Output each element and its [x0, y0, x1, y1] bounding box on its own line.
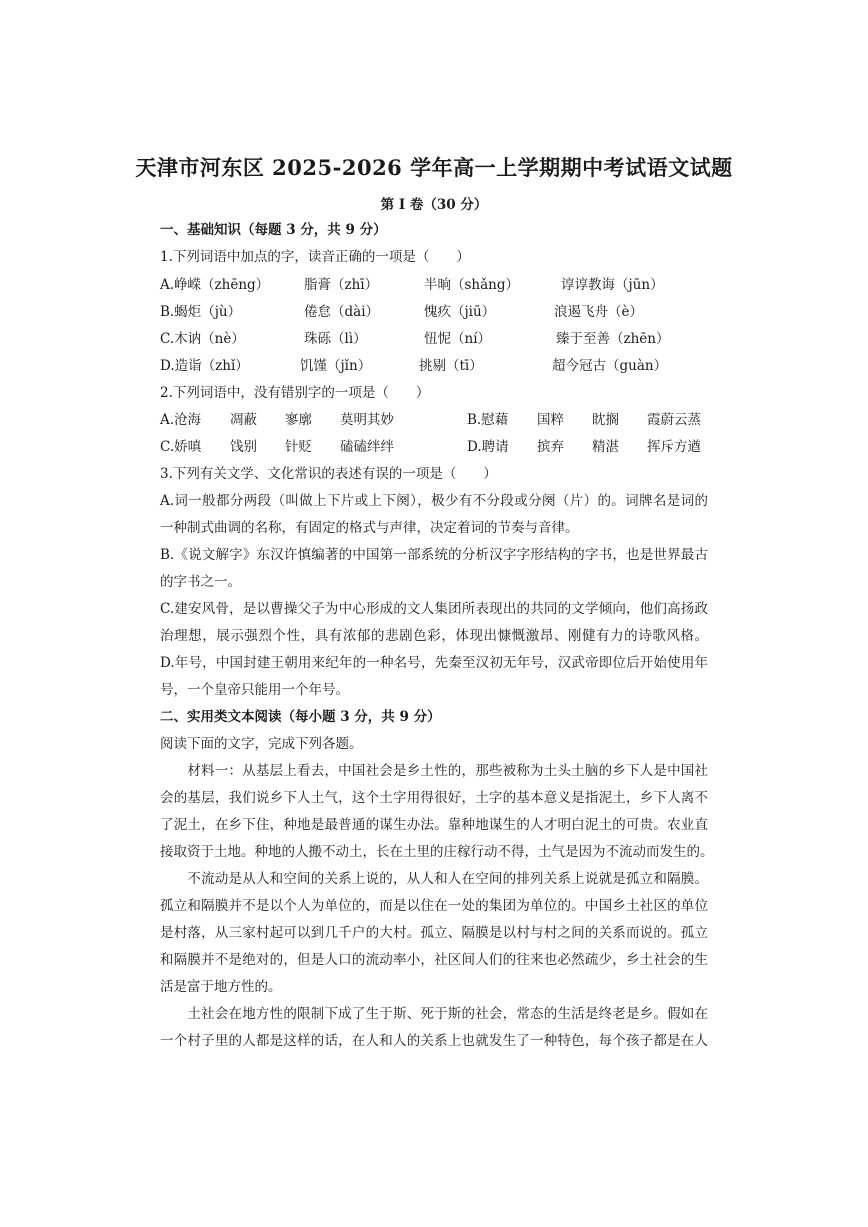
q2-a-1: A.沧海	[160, 412, 202, 428]
q1-d-4: 超今冠古（guàn）	[552, 358, 668, 374]
q1-a-3: 半晌（shǎng）	[424, 277, 520, 293]
q2-d-2: 摈弃	[537, 439, 564, 455]
q2-c-4: 磕磕绊绊	[340, 439, 394, 455]
q2-a-2: 凋蔽	[230, 412, 257, 428]
q3-line: 一种制式曲调的名称，有固定的格式与声律，决定着词的节奏与音律。	[160, 520, 579, 536]
q3-line: 的字书之一。	[160, 574, 241, 590]
q2-b-2: 国粹	[537, 412, 564, 428]
q3-line: 治理想，展示强烈个性，具有浓郁的悲剧色彩，体现出慷慨激昂、刚健有力的诗歌风格。	[160, 628, 708, 644]
q1-b-4: 浪遏飞舟（è）	[554, 304, 643, 320]
q2-b-4: 霞蔚云蒸	[647, 412, 701, 428]
q3-line: A.词一般都分两段（叫做上下片或上下阕），极少有不分段或分阕（片）的。词牌名是词的	[160, 493, 708, 509]
q1-d-3: 挑剔（tī）	[419, 358, 483, 374]
q2-d-4: 挥斥方遒	[647, 439, 701, 455]
passage-line: 是村落，从三家村起可以到几千户的大村。孤立、隔膜是以村与村之间的关系而说的。孤立	[160, 925, 708, 941]
q3-line: D.年号，中国封建王朝用来纪年的一种名号，先秦至汉初无年号，汉武帝即位后开始使用年	[160, 655, 708, 671]
q3-line: B.《说文解字》东汉许慎编著的中国第一部系统的分析汉字字形结构的字书，也是世界最古	[160, 547, 708, 563]
q2-d-3: 精湛	[592, 439, 619, 455]
q2-stem: 2.下列词语中，没有错别字的一项是（ ）	[160, 385, 430, 401]
passage-line: 不流动是从人和空间的关系上说的，从人和人在空间的排列关系上说就是孤立和隔膜。	[160, 871, 708, 887]
passage-line: 会的基层，我们说乡下人土气，这个土字用得很好，土字的基本意义是指泥土，乡下人离不	[160, 790, 708, 806]
q1-c-3: 忸怩（ní）	[424, 331, 492, 347]
section2-heading: 二、实用类文本阅读（每小题 3 分，共 9 分）	[160, 709, 441, 725]
q1-c-2: 珠砾（lì）	[304, 331, 367, 347]
page-title: 天津市河东区 2025-2026 学年高一上学期期中考试语文试题	[135, 155, 733, 180]
q1-b-3: 愧疚（jiū）	[424, 304, 496, 320]
section2-intro: 阅读下面的文字，完成下列各题。	[160, 736, 363, 752]
passage-line: 孤立和隔膜并不是以个人为单位的，而是以住在一处的集团为单位的。中国乡土社区的单位	[160, 898, 708, 914]
page-subtitle: 第 I 卷（30 分）	[380, 197, 488, 213]
passage-line: 和隔膜并不是绝对的，但是人口的流动率小，社区间人们的往来也必然疏少，乡土社会的生	[160, 952, 708, 968]
q3-line: 号，一个皇帝只能用一个年号。	[160, 682, 349, 698]
q1-b-1: B.蝎炬（jù）	[160, 304, 242, 320]
q3-line: C.建安风骨，是以曹操父子为中心形成的文人集团所表现出的共同的文学倾向，他们高扬政	[160, 601, 708, 617]
q2-a-4: 莫明其妙	[340, 412, 394, 428]
q1-d-2: 饥馑（jǐn）	[300, 358, 372, 374]
q1-stem: 1.下列词语中加点的字，读音正确的一项是（ ）	[160, 249, 470, 265]
passage-line: 活是富于地方性的。	[160, 979, 282, 995]
q2-c-3: 针贬	[285, 439, 312, 455]
q2-c-2: 饯别	[230, 439, 257, 455]
q2-c-1: C.娇嗔	[160, 439, 202, 455]
q2-b-1: B.慰藉	[467, 412, 509, 428]
passage-line: 了泥土，在乡下住，种地是最普通的谋生办法。靠种地谋生的人才明白泥土的可贵。农业直	[160, 817, 708, 833]
section1-heading: 一、基础知识（每题 3 分，共 9 分）	[160, 222, 387, 238]
passage-line: 接取资于土地。种地的人搬不动土，长在土里的庄稼行动不得，土气是因为不流动而发生的。	[160, 844, 714, 860]
q2-d-1: D.聘请	[467, 439, 509, 455]
q3-stem: 3.下列有关文学、文化常识的表述有误的一项是（ ）	[160, 466, 497, 482]
q1-d-1: D.造诣（zhǐ）	[160, 358, 249, 374]
passage-line: 土社会在地方性的限制下成了生于斯、死于斯的社会，常态的生活是终老是乡。假如在	[160, 1006, 708, 1022]
q1-a-2: 脂膏（zhī）	[304, 277, 379, 293]
q1-c-4: 臻于至善（zhēn）	[556, 331, 670, 347]
q1-c-1: C.木讷（nè）	[160, 331, 245, 347]
q2-a-3: 寥廓	[285, 412, 312, 428]
q2-b-3: 眈搁	[592, 412, 619, 428]
q1-a-4: 谆谆教诲（jūn）	[561, 277, 664, 293]
q1-b-2: 倦怠（dài）	[304, 304, 380, 320]
passage-line: 一个村子里的人都是这样的话，在人和人的关系上也就发生了一种特色，每个孩子都是在人	[160, 1033, 708, 1049]
q1-a-1: A.峥嵘（zhēng）	[160, 277, 270, 293]
passage-line: 材料一：从基层上看去，中国社会是乡土性的，那些被称为土头土脑的乡下人是中国社	[160, 763, 708, 779]
